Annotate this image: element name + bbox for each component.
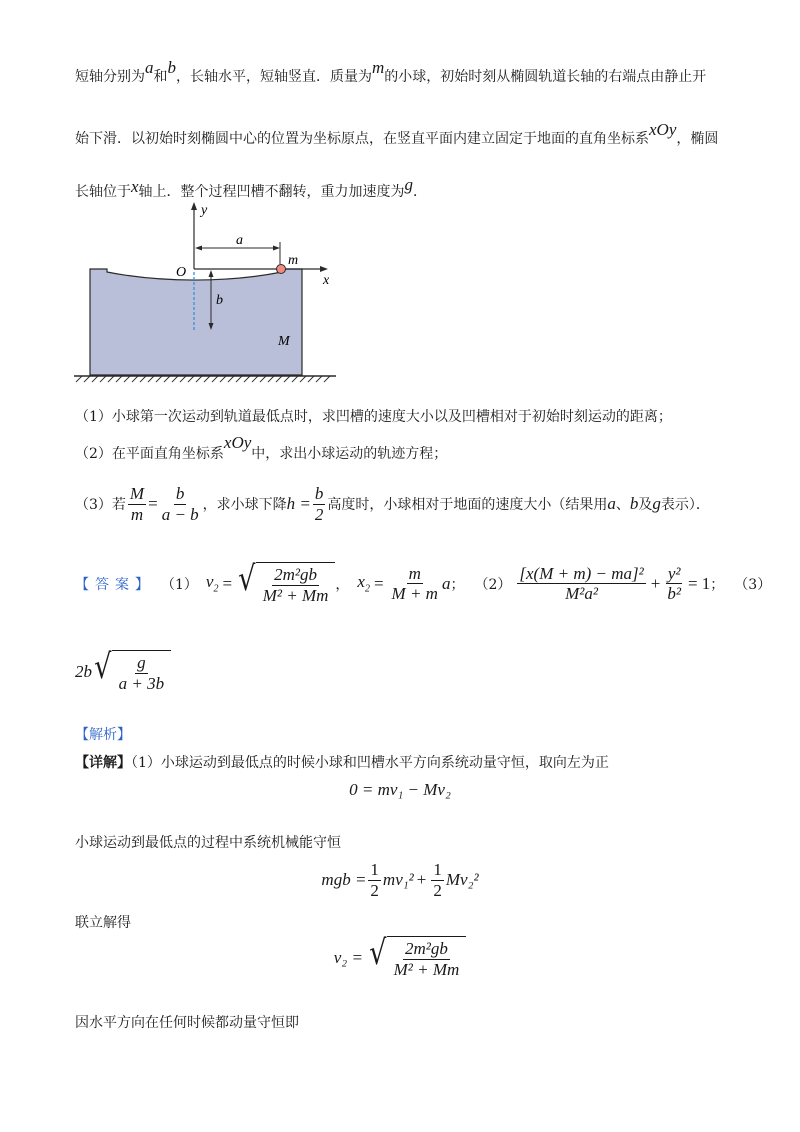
intro-text: 长轴位于 — [75, 184, 131, 200]
groove-body — [90, 269, 302, 375]
x2-symbol: $x_2$ — [357, 572, 370, 595]
var-a: a — [607, 494, 616, 514]
momentum-text: 因水平方向在任何时候都动量守恒即 — [75, 1015, 299, 1031]
part-2-label: （2） — [474, 576, 512, 593]
intro-line-3 — [75, 175, 428, 201]
label-b: b — [216, 293, 223, 308]
var-xoy: xOy — [649, 120, 677, 139]
fraction-m-over-M-plus-m: $\frac{m}{M + m}$ — [391, 563, 438, 604]
question-1: （1）小球第一次运动到轨道最低点时，求凹槽的速度大小以及凹槽相对于初始时刻运动的距离； — [75, 409, 672, 425]
analysis-label: 【解析】 — [75, 727, 131, 743]
var-b: b — [167, 58, 176, 77]
trajectory-fraction-y: $\frac{\text{y²}}{\text{b²}}$ — [667, 563, 681, 604]
q3-text: 表示）． — [660, 497, 710, 514]
var-b: b — [629, 494, 639, 514]
sqrt-answer-3: √ $\frac{g}{a + 3b}$ — [92, 650, 171, 693]
var-a: a — [145, 58, 154, 77]
label-a: a — [236, 233, 243, 248]
q3-text: ，求小球下降 — [202, 497, 287, 514]
equation-energy: mgb = $\frac{1}{2}$ mv₁² + $\frac{1}{2}$ Mv₂² — [321, 860, 479, 900]
answer-line: 【答案】 （1） $v_2$ = √ $\frac{\text{2m²gb}}{\text{M² + Mm}}$ ， $x_2$ = $\frac{m}{M + m}$ a ； （2） $\frac{\text{[x(M + m) − ma]²}}{\text{M²a²}}$ + $\frac{\text{y²}}{\text{b²}}$ = 1 ； （3） — [75, 559, 772, 605]
q3-text: （3）若 — [75, 497, 126, 514]
v2-symbol: $v_2$ — [205, 572, 219, 595]
label-y: y — [201, 203, 208, 218]
groove-figure — [70, 200, 370, 385]
ball — [277, 265, 286, 274]
var-h: h = — [286, 494, 311, 514]
question-3: （3）若 $\frac{M}{m}$ = $\frac{b}{a - b}$ ，求小球下降 h = $\frac{b}{2}$ 高度时，小球相对于地面的速度大小（结果用 a 、 b 及 g 表示）． — [75, 484, 710, 524]
intro-line-1 — [75, 58, 707, 86]
q3-text: 高度时，小球相对于地面的速度大小（结果用 — [327, 497, 608, 514]
fraction-b-over-a-minus-b: $\frac{b}{a - b}$ — [161, 484, 199, 524]
detail-label: 【详解】 — [75, 755, 131, 771]
x-axis-arrow — [320, 266, 328, 272]
intro-text: ． — [413, 184, 428, 200]
intro-text: 的小球，初始时刻从椭圆轨道长轴的右端点由静止开 — [384, 69, 707, 85]
equals-sign: = — [222, 573, 233, 593]
var-x: x — [131, 177, 139, 196]
y-axis-arrow — [191, 202, 197, 210]
question-2 — [75, 433, 448, 463]
equation-momentum: 0 = mv₁ − Mv₂ — [349, 780, 451, 799]
equation-v2: v₂ = √ $\frac{\text{2m²gb}}{\text{M² + Mm}}$ — [0, 936, 800, 979]
equals-sign: = — [148, 494, 158, 514]
intro-text: 和 — [153, 69, 168, 85]
label-m: m — [288, 253, 299, 268]
answer-3-line — [75, 647, 171, 693]
label-O: O — [176, 265, 187, 280]
var-g: g — [404, 175, 414, 194]
q2-text: （2）在平面直角坐标系 — [75, 446, 224, 462]
detail-text: （1）小球运动到最低点的时候小球和凹槽水平方向系统动量守恒，取向左为正 — [131, 755, 609, 771]
part-3-label: （3） — [734, 576, 772, 593]
intro-text: ，长轴水平，短轴竖直．质量为 — [176, 69, 372, 85]
ground-hatch — [76, 376, 330, 382]
intro-text: 轴上．整个过程凹槽不翻转，重力加速度为 — [138, 184, 405, 200]
part-1-label: （1） — [161, 576, 198, 593]
answer-3-coef: 2b — [75, 661, 92, 681]
intro-text: ，椭圆 — [676, 131, 719, 147]
trajectory-fraction-x: $\frac{\text{[x(M + m) − ma]²}}{\text{M²a²}}$ — [519, 563, 644, 604]
intro-text: 短轴分别为 — [75, 69, 145, 85]
sqrt-v2: √ $\frac{\text{2m²gb}}{\text{M² + Mm}}$ — [236, 562, 335, 605]
fraction-b-over-2: $\frac{b}{2}$ — [314, 484, 324, 524]
solve-text: 联立解得 — [75, 915, 131, 931]
intro-text: 始下滑．以初始时刻椭圆中心的位置为坐标原点，在竖直平面内建立固定于地面的直角坐标系 — [75, 131, 649, 147]
energy-text: 小球运动到最低点的过程中系统机械能守恒 — [75, 835, 341, 851]
answer-label: 【答案】 — [75, 576, 155, 593]
var-g: g — [652, 494, 661, 514]
fraction-M-over-m: $\frac{M}{m}$ — [129, 484, 145, 524]
q2-text: 中，求出小球运动的轨迹方程； — [251, 446, 448, 462]
intro-line-2 — [75, 120, 719, 148]
label-M: M — [278, 334, 290, 349]
detail-line — [75, 752, 609, 772]
var-xoy: xOy — [223, 433, 252, 452]
var-m: m — [372, 58, 385, 77]
label-x: x — [323, 273, 330, 288]
